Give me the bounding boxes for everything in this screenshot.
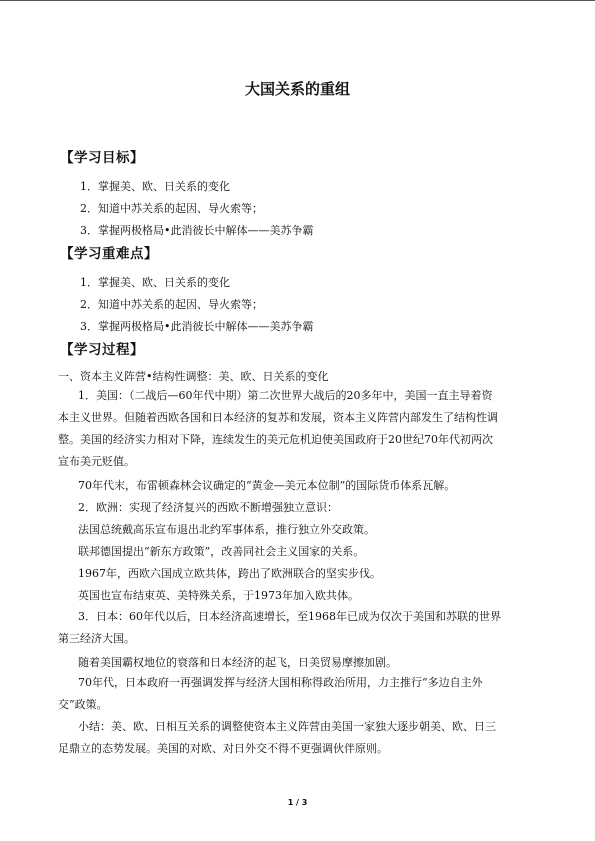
process-heading: 【学习过程】 [60,342,144,358]
germany-text: 联邦德国提出“新东方政策”，改善同社会主义国家的关系。 [78,545,365,558]
summary-line: 足鼎立的态势发展。美国的对欧、对日外交不得不更强调伙伴原则。 [58,742,388,755]
objectives-item: 3．掌握两极格局•此消彼长中解体——美苏争霸 [80,224,314,237]
japan-friction-text: 随着美国霸权地位的衰落和日本经济的起飞，日美贸易摩擦加剧。 [78,656,397,669]
key-points-item: 3．掌握两极格局•此消彼长中解体——美苏争霸 [80,320,314,333]
document-title: 大国关系的重组 [244,80,350,98]
japan-70s-paragraph [58,672,536,716]
france-text: 法国总统戴高乐宣布退出北约军事体系，推行独立外交政策。 [78,523,375,536]
key-points-item: 1．掌握美、欧、日关系的变化 [80,276,230,289]
ec-text: 1967年，西欧六国成立欧共体，跨出了欧洲联合的坚实步伐。 [78,567,381,580]
page-number: 1 / 3 [287,798,308,807]
japan-70s-line: 交”政策。 [58,698,108,711]
page-top-border [0,0,595,1]
us-paragraph [58,385,536,473]
objectives-item: 2．知道中苏关系的起因、导火索等； [80,202,263,215]
us-paragraph-line: 宣布美元贬值。 [58,455,135,468]
uk-text: 英国也宣布结束英、美特殊关系，于1973年加入欧共体。 [78,589,359,602]
us-paragraph-line: 整。美国的经济实力相对下降，连续发生的美元危机迫使美国政府于20世纪70年代初两次 [58,433,493,446]
key-points-heading: 【学习重难点】 [60,246,158,262]
japan-paragraph-line: 3．日本：60年代以后，日本经济高速增长，至1968年已成为仅次于美国和苏联的世界 [78,610,501,623]
objectives-item: 1．掌握美、欧、日关系的变化 [80,180,230,193]
section-one-title: 一、资本主义阵营•结构性调整：美、欧、日关系的变化 [58,370,329,383]
summary-paragraph [58,716,536,760]
japan-paragraph [58,606,536,650]
japan-70s-line: 70年代，日本政府一再强调发挥与经济大国相称得政治所用，力主推行“多边自主外 [78,676,483,689]
key-points-item: 2．知道中苏关系的起因、导火索等； [80,298,263,311]
us-paragraph-line: 1．美国：（二战后—60年代中期）第二次世界大战后的20多年中，美国一直主导着资 [78,389,493,402]
europe-heading: 2．欧洲：实现了经济复兴的西欧不断增强独立意识： [78,501,338,514]
objectives-heading: 【学习目标】 [60,150,144,166]
us-70s-text: 70年代末，布雷顿森林会议确定的“黄金—美元本位制”的国际货币体系瓦解。 [78,479,456,492]
us-paragraph-line: 本主义世界。但随着西欧各国和日本经济的复苏和发展，资本主义阵营内部发生了结构性调 [58,411,498,424]
japan-paragraph-line: 第三经济大国。 [58,632,135,645]
summary-line: 小结：美、欧、日相互关系的调整使资本主义阵营由美国一家独大逐步朝美、欧、日三 [78,720,496,733]
